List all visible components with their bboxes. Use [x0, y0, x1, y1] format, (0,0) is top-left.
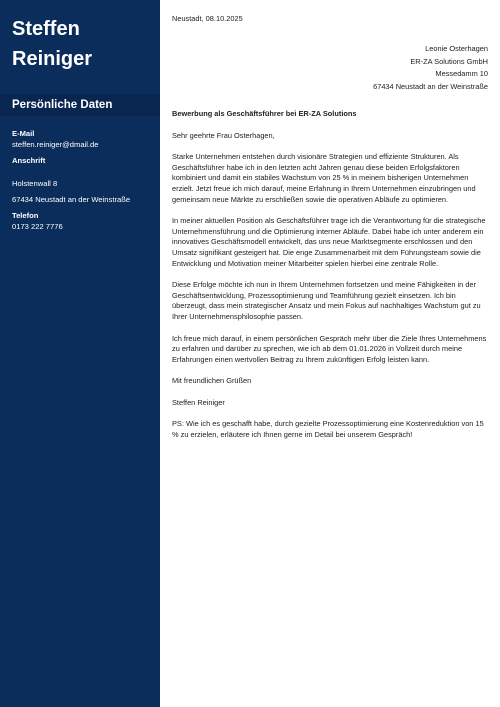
paragraph: In meiner aktuellen Position als Geschäftsführer trage ich die Verantwortung für die strategische Unternehmensführung und die Optimierung interner Abläufe. Dabei habe ich unter anderem ein innovatives Geschäftsmodell entwickelt, das uns neue Marktsegmente erschlossen und den Umsatz signifikant gesteigert hat. Die enge Zusammenarbeit mit dem Führungsteam sowie die Entwicklung und Motivation meiner Mitarbeiter spielen hierbei eine zentrale Rolle. [172, 216, 486, 268]
phone-value: 0173 222 7776 [12, 222, 63, 231]
recipient-line: Messedamm 10 [435, 69, 488, 78]
letter-date: Neustadt, 08.10.2025 [172, 14, 243, 23]
salutation: Sehr geehrte Frau Osterhagen, [172, 130, 275, 140]
personal-data [0, 116, 160, 232]
personal-data-header [0, 94, 160, 116]
postscript: PS: Wie ich es geschafft habe, durch gezielte Prozessoptimierung eine Kostenreduktion von 15 % zu erzielen, erläutere ich Ihnen gerne im Detail bei unserem Gespräch! [172, 419, 484, 440]
email-value: steffen.reiniger@dmail.de [12, 140, 99, 149]
closing: Mit freundlichen Grüßen [172, 376, 252, 386]
applicant-last-name: Reiniger [12, 48, 93, 70]
address-city: 67434 Neustadt an der Weinstraße [12, 195, 131, 204]
recipient-address [172, 43, 488, 93]
address-street: Holstenwall 8 [12, 179, 58, 188]
letter-subject: Bewerbung als Geschäftsführer bei ER-ZA Solutions [172, 109, 357, 118]
applicant-first-name: Steffen [12, 18, 80, 40]
paragraph: Ich freue mich darauf, in einem persönlichen Gespräch mehr über die Ziele Ihres Unternehmens zu erfahren und darüber zu sprechen, wie ich ab dem 01.01.2026 in Vollzeit durch meine Erfahrungen einen wertvollen Beitrag zu Ihrem zukünftigen Erfolg leisten kann. [172, 333, 487, 364]
email-label: E-Mail [12, 129, 35, 138]
address-label: Anschrift [12, 156, 46, 165]
recipient-line: Leonie Osterhagen [425, 44, 488, 53]
signature: Steffen Reiniger [172, 397, 225, 407]
phone-label: Telefon [12, 211, 39, 220]
recipient-line: ER-ZA Solutions GmbH [410, 56, 488, 66]
sidebar [0, 0, 160, 707]
paragraph: Diese Erfolge möchte ich nun in Ihrem Unternehmen fortsetzen und meine Fähigkeiten in der Geschäftsentwicklung, Prozessoptimierung und Teamführung gezielt einsetzen. Ich bin überzeugt, dass mein strategischer Ansatz und mein Fokus auf nachhaltiges Wachstum gut zu Ihrer Unternehmensphilosophie passen. [172, 280, 481, 321]
applicant-name [0, 0, 160, 74]
personal-data-title: Persönliche Daten [12, 99, 113, 111]
recipient-line: 67434 Neustadt an der Weinstraße [373, 81, 488, 91]
letter-body [160, 0, 500, 707]
paragraph: Starke Unternehmen entstehen durch visionäre Strategien und effiziente Strukturen. Als Geschäftsführer habe ich in den letzten acht Jahren genau diese beiden Erfolgsfaktoren kombiniert und damit ein stabiles Wachstum von 25 % in meinem bisherigen Unternehmen erzielt. Jetzt freue ich mich darauf, meine Erfahrung in Ihrem Unternehmen einzubringen und gemeinsam neue Märkte zu erschließen sowie die operativen Abläufe zu optimieren. [172, 152, 476, 204]
